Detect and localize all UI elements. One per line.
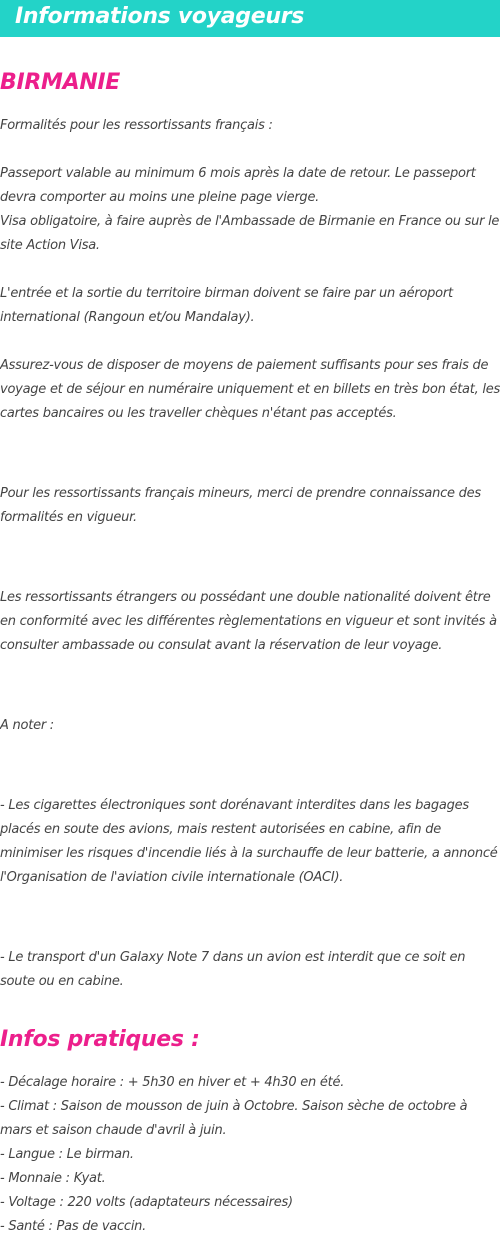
foreigners-text: Les ressortissants étrangers ou possédant une double nationalité doivent être en conformité avec les différentes règlementations en vigueur et sont invités à consulter ambassade ou consulat avant la réservation de leur voyage. — [0, 590, 497, 653]
note-cigarettes: - Les cigarettes électroniques sont dorénavant interdites dans les bagages placés en soute des avions, mais restent autorisées en cabine, afin de minimiser les risques d'incendie liés à la surchauffe de leur batterie, a annoncé l'Organisation de l'aviation civile internationale (OACI). — [0, 798, 498, 885]
practical-item-climate: - Climat : Saison de mousson de juin à Octobre. Saison sèche de octobre à mars et saison chaude d'avril à juin. — [0, 1099, 468, 1138]
country-title: BIRMANIE — [0, 70, 121, 95]
header-title: Informations voyageurs — [15, 4, 305, 29]
practical-item-language: - Langue : Le birman. — [0, 1147, 134, 1162]
payment-text: Assurez-vous de disposer de moyens de paiement suffisants pour ses frais de voyage et de séjour en numéraire uniquement et en billets en très bon état, les cartes bancaires ou les traveller chèques n'étant pas acceptés. — [0, 358, 500, 421]
header-bar — [0, 0, 500, 37]
entry-exit-text: L'entrée et la sortie du territoire birman doivent se faire par un aéroport international (Rangoun et/ou Mandalay). — [0, 286, 453, 325]
practical-item-currency: - Monnaie : Kyat. — [0, 1171, 106, 1186]
practical-item-timezone: - Décalage horaire : + 5h30 en hiver et + 4h30 en été. — [0, 1075, 345, 1090]
practical-list — [0, 1071, 500, 1239]
passport-text: Passeport valable au minimum 6 mois après la date de retour. Le passeport devra comporter au moins une pleine page vierge. — [0, 166, 476, 205]
formalities-intro: Formalités pour les ressortissants français : — [0, 118, 273, 133]
note-galaxy: - Le transport d'un Galaxy Note 7 dans un avion est interdit que ce soit en soute ou en cabine. — [0, 950, 466, 989]
passport-visa-block — [0, 162, 500, 258]
minors-text: Pour les ressortissants français mineurs, merci de prendre connaissance des formalités en vigueur. — [0, 486, 481, 525]
visa-text: Visa obligatoire, à faire auprès de l'Ambassade de Birmanie en France ou sur le site Action Visa. — [0, 214, 500, 253]
practical-item-voltage: - Voltage : 220 volts (adaptateurs nécessaires) — [0, 1195, 293, 1210]
note-label: A noter : — [0, 718, 54, 733]
practical-title: Infos pratiques : — [0, 1027, 200, 1052]
practical-item-health: - Santé : Pas de vaccin. — [0, 1219, 147, 1234]
